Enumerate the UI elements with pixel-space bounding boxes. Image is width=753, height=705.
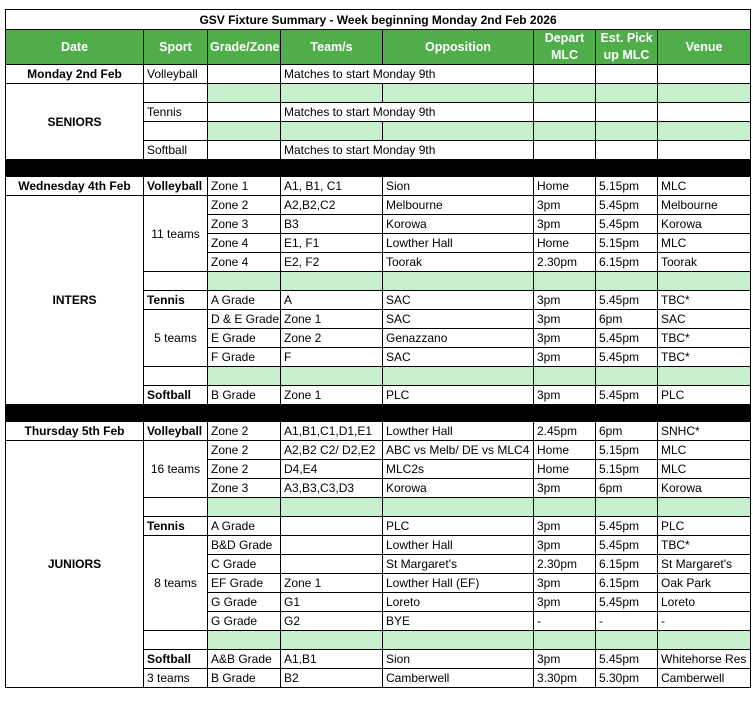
group-label[interactable]: INTERS: [6, 196, 144, 405]
venue-cell[interactable]: Oak Park: [658, 574, 751, 593]
spacer-cell[interactable]: [596, 122, 658, 141]
grade-cell[interactable]: B Grade: [208, 386, 281, 405]
pickup-cell[interactable]: 5.45pm: [596, 196, 658, 215]
header-pickup[interactable]: Est. Pick up MLC: [596, 30, 658, 65]
spacer-cell[interactable]: [281, 272, 383, 291]
spacer-cell[interactable]: [658, 367, 751, 386]
spacer-cell[interactable]: [383, 122, 534, 141]
section-divider: [6, 405, 751, 422]
pickup-cell[interactable]: 5.15pm: [596, 460, 658, 479]
spacer-cell[interactable]: [596, 367, 658, 386]
opposition-cell[interactable]: Lowther Hall: [383, 234, 534, 253]
venue-cell[interactable]: PLC: [658, 386, 751, 405]
sport-cell[interactable]: [144, 367, 208, 386]
spacer-cell[interactable]: [281, 122, 383, 141]
grade-cell[interactable]: B Grade: [208, 669, 281, 688]
depart-cell[interactable]: 3pm: [534, 215, 596, 234]
header-sport[interactable]: Sport: [144, 30, 208, 65]
spacer-cell[interactable]: [208, 367, 281, 386]
venue-cell[interactable]: Korowa: [658, 479, 751, 498]
grade-cell[interactable]: A Grade: [208, 291, 281, 310]
spacer-cell[interactable]: [596, 272, 658, 291]
depart-cell[interactable]: 3pm: [534, 574, 596, 593]
depart-cell[interactable]: [534, 103, 596, 122]
sport-cell[interactable]: [144, 122, 208, 141]
spacer-cell[interactable]: [383, 84, 534, 103]
grade-cell[interactable]: Zone 4: [208, 253, 281, 272]
depart-cell[interactable]: 3pm: [534, 291, 596, 310]
depart-cell[interactable]: 3pm: [534, 536, 596, 555]
grade-cell[interactable]: [208, 103, 281, 122]
grade-cell[interactable]: G Grade: [208, 593, 281, 612]
venue-cell[interactable]: TBC*: [658, 348, 751, 367]
pickup-cell[interactable]: 6pm: [596, 310, 658, 329]
sport-cell[interactable]: Softball: [144, 650, 208, 669]
opposition-cell[interactable]: Lowther Hall: [383, 422, 534, 441]
team-cell[interactable]: Matches to start Monday 9th: [281, 141, 534, 160]
pickup-cell[interactable]: 5.15pm: [596, 441, 658, 460]
team-cell[interactable]: A2,B2 C2/ D2,E2: [281, 441, 383, 460]
venue-cell[interactable]: [658, 65, 751, 84]
sheet-title[interactable]: GSV Fixture Summary - Week beginning Monday 2nd Feb 2026: [6, 10, 751, 30]
venue-cell[interactable]: TBC*: [658, 291, 751, 310]
venue-cell[interactable]: [658, 141, 751, 160]
group-label[interactable]: SENIORS: [6, 84, 144, 160]
grade-cell[interactable]: C Grade: [208, 555, 281, 574]
grade-cell[interactable]: Zone 2: [208, 460, 281, 479]
team-cell[interactable]: B2: [281, 669, 383, 688]
opposition-cell[interactable]: Camberwell: [383, 669, 534, 688]
team-cell[interactable]: [281, 517, 383, 536]
venue-cell[interactable]: Loreto: [658, 593, 751, 612]
group-label[interactable]: JUNIORS: [6, 441, 144, 688]
team-count[interactable]: 5 teams: [144, 310, 208, 367]
team-cell[interactable]: E1, F1: [281, 234, 383, 253]
spacer-cell[interactable]: [534, 631, 596, 650]
venue-cell[interactable]: [658, 103, 751, 122]
spacer-cell[interactable]: [383, 272, 534, 291]
team-cell[interactable]: Matches to start Monday 9th: [281, 65, 534, 84]
team-cell[interactable]: Zone 1: [281, 386, 383, 405]
depart-cell[interactable]: 3pm: [534, 196, 596, 215]
team-cell[interactable]: D4,E4: [281, 460, 383, 479]
venue-cell[interactable]: MLC: [658, 460, 751, 479]
spacer-cell[interactable]: [596, 498, 658, 517]
opposition-cell[interactable]: ABC vs Melb/ DE vs MLC4: [383, 441, 534, 460]
team-cell[interactable]: F: [281, 348, 383, 367]
team-cell[interactable]: E2, F2: [281, 253, 383, 272]
spacer-cell[interactable]: [383, 367, 534, 386]
date-cell[interactable]: Wednesday 4th Feb: [6, 177, 144, 196]
team-cell[interactable]: B3: [281, 215, 383, 234]
sport-cell[interactable]: [144, 84, 208, 103]
spacer-cell[interactable]: [281, 84, 383, 103]
date-cell[interactable]: Monday 2nd Feb: [6, 65, 144, 84]
pickup-cell[interactable]: 6.15pm: [596, 555, 658, 574]
team-cell[interactable]: G2: [281, 612, 383, 631]
team-cell[interactable]: Zone 1: [281, 574, 383, 593]
grade-cell[interactable]: EF Grade: [208, 574, 281, 593]
table-row: [6, 196, 751, 215]
team-cell[interactable]: [281, 555, 383, 574]
grade-cell[interactable]: G Grade: [208, 612, 281, 631]
team-cell[interactable]: A1,B1: [281, 650, 383, 669]
spacer-cell[interactable]: [658, 272, 751, 291]
header-opposition[interactable]: Opposition: [383, 30, 534, 65]
venue-cell[interactable]: St Margaret's: [658, 555, 751, 574]
depart-cell[interactable]: 3pm: [534, 593, 596, 612]
opposition-cell[interactable]: BYE: [383, 612, 534, 631]
pickup-cell[interactable]: -: [596, 612, 658, 631]
venue-cell[interactable]: SNHC*: [658, 422, 751, 441]
pickup-cell[interactable]: 6pm: [596, 479, 658, 498]
pickup-cell[interactable]: 5.45pm: [596, 329, 658, 348]
sport-cell[interactable]: Volleyball: [144, 65, 208, 84]
depart-cell[interactable]: 3pm: [534, 310, 596, 329]
grade-cell[interactable]: Zone 2: [208, 422, 281, 441]
depart-cell[interactable]: 3.30pm: [534, 669, 596, 688]
spacer-cell[interactable]: [534, 367, 596, 386]
grade-cell[interactable]: [208, 65, 281, 84]
opposition-cell[interactable]: SAC: [383, 310, 534, 329]
team-cell[interactable]: Zone 1: [281, 310, 383, 329]
sport-cell[interactable]: Tennis: [144, 291, 208, 310]
opposition-cell[interactable]: St Margaret's: [383, 555, 534, 574]
opposition-cell[interactable]: MLC2s: [383, 460, 534, 479]
spacer-cell[interactable]: [534, 122, 596, 141]
depart-cell[interactable]: Home: [534, 460, 596, 479]
team-cell[interactable]: A2,B2,C2: [281, 196, 383, 215]
venue-cell[interactable]: Whitehorse Res: [658, 650, 751, 669]
sport-cell[interactable]: Softball: [144, 141, 208, 160]
pickup-cell[interactable]: 5.45pm: [596, 386, 658, 405]
venue-cell[interactable]: MLC: [658, 234, 751, 253]
fixture-sheet: [5, 9, 753, 688]
spacer-cell[interactable]: [658, 122, 751, 141]
sport-cell[interactable]: Volleyball: [144, 422, 208, 441]
pickup-cell[interactable]: [596, 65, 658, 84]
team-cell[interactable]: A1,B1,C1,D1,E1: [281, 422, 383, 441]
sport-cell[interactable]: [144, 631, 208, 650]
pickup-cell[interactable]: 5.45pm: [596, 215, 658, 234]
depart-cell[interactable]: 3pm: [534, 386, 596, 405]
team-cell[interactable]: Zone 2: [281, 329, 383, 348]
pickup-cell[interactable]: 5.15pm: [596, 234, 658, 253]
grade-cell[interactable]: Zone 2: [208, 441, 281, 460]
spacer-cell[interactable]: [383, 631, 534, 650]
header-teams[interactable]: Team/s: [281, 30, 383, 65]
depart-cell[interactable]: 3pm: [534, 479, 596, 498]
pickup-cell[interactable]: 5.45pm: [596, 348, 658, 367]
depart-cell[interactable]: -: [534, 612, 596, 631]
depart-cell[interactable]: 3pm: [534, 517, 596, 536]
opposition-cell[interactable]: PLC: [383, 517, 534, 536]
spacer-cell[interactable]: [658, 84, 751, 103]
venue-cell[interactable]: Korowa: [658, 215, 751, 234]
venue-cell[interactable]: Melbourne: [658, 196, 751, 215]
spacer-cell[interactable]: [534, 84, 596, 103]
table-row: [6, 441, 751, 460]
grade-cell[interactable]: Zone 2: [208, 196, 281, 215]
grade-cell[interactable]: Zone 3: [208, 215, 281, 234]
section-divider: [6, 160, 751, 177]
sport-cell[interactable]: [144, 272, 208, 291]
divider-cell: [6, 405, 751, 422]
grade-cell[interactable]: E Grade: [208, 329, 281, 348]
spacer-cell[interactable]: [208, 84, 281, 103]
spacer-cell[interactable]: [658, 631, 751, 650]
header-venue[interactable]: Venue: [658, 30, 751, 65]
grade-cell[interactable]: [208, 141, 281, 160]
sport-cell[interactable]: Tennis: [144, 517, 208, 536]
opposition-cell[interactable]: Korowa: [383, 479, 534, 498]
pickup-cell[interactable]: 5.45pm: [596, 650, 658, 669]
grade-cell[interactable]: Zone 3: [208, 479, 281, 498]
team-count[interactable]: 16 teams: [144, 441, 208, 498]
grade-cell[interactable]: B&D Grade: [208, 536, 281, 555]
pickup-cell[interactable]: [596, 103, 658, 122]
pickup-cell[interactable]: 5.45pm: [596, 536, 658, 555]
depart-cell[interactable]: Home: [534, 177, 596, 196]
spacer-cell[interactable]: [534, 498, 596, 517]
depart-cell[interactable]: 2.30pm: [534, 555, 596, 574]
sport-cell[interactable]: Volleyball: [144, 177, 208, 196]
opposition-cell[interactable]: SAC: [383, 348, 534, 367]
header-row: [6, 30, 751, 65]
opposition-cell[interactable]: Lowther Hall: [383, 536, 534, 555]
pickup-cell[interactable]: 5.45pm: [596, 593, 658, 612]
table-row: [6, 65, 751, 84]
opposition-cell[interactable]: Loreto: [383, 593, 534, 612]
header-depart[interactable]: Depart MLC: [534, 30, 596, 65]
team-cell[interactable]: G1: [281, 593, 383, 612]
spacer-cell[interactable]: [208, 631, 281, 650]
depart-cell[interactable]: Home: [534, 234, 596, 253]
opposition-cell[interactable]: Lowther Hall (EF): [383, 574, 534, 593]
sport-cell[interactable]: [144, 498, 208, 517]
opposition-cell[interactable]: Melbourne: [383, 196, 534, 215]
opposition-cell[interactable]: Sion: [383, 177, 534, 196]
pickup-cell[interactable]: 5.45pm: [596, 517, 658, 536]
depart-cell[interactable]: [534, 141, 596, 160]
pickup-cell[interactable]: 5.30pm: [596, 669, 658, 688]
grade-cell[interactable]: Zone 4: [208, 234, 281, 253]
pickup-cell[interactable]: 6.15pm: [596, 574, 658, 593]
depart-cell[interactable]: Home: [534, 441, 596, 460]
grade-cell[interactable]: A Grade: [208, 517, 281, 536]
spacer-row: [6, 84, 751, 103]
depart-cell[interactable]: 3pm: [534, 348, 596, 367]
venue-cell[interactable]: -: [658, 612, 751, 631]
opposition-cell[interactable]: SAC: [383, 291, 534, 310]
team-cell[interactable]: A: [281, 291, 383, 310]
opposition-cell[interactable]: Korowa: [383, 215, 534, 234]
grade-cell[interactable]: F Grade: [208, 348, 281, 367]
venue-cell[interactable]: TBC*: [658, 536, 751, 555]
spacer-cell[interactable]: [596, 631, 658, 650]
divider-cell: [6, 160, 751, 177]
opposition-cell[interactable]: Sion: [383, 650, 534, 669]
team-cell[interactable]: A1, B1, C1: [281, 177, 383, 196]
pickup-cell[interactable]: 5.45pm: [596, 291, 658, 310]
table-row: [6, 177, 751, 196]
team-cell[interactable]: [281, 536, 383, 555]
spacer-cell[interactable]: [208, 272, 281, 291]
venue-cell[interactable]: Camberwell: [658, 669, 751, 688]
team-count[interactable]: 3 teams: [144, 669, 208, 688]
spacer-cell[interactable]: [281, 498, 383, 517]
spacer-cell[interactable]: [658, 498, 751, 517]
venue-cell[interactable]: Toorak: [658, 253, 751, 272]
header-date[interactable]: Date: [6, 30, 144, 65]
depart-cell[interactable]: 2.30pm: [534, 253, 596, 272]
team-cell[interactable]: Matches to start Monday 9th: [281, 103, 534, 122]
pickup-cell[interactable]: 6pm: [596, 422, 658, 441]
grade-cell[interactable]: D & E Grade: [208, 310, 281, 329]
opposition-cell[interactable]: Toorak: [383, 253, 534, 272]
depart-cell[interactable]: 3pm: [534, 650, 596, 669]
sport-cell[interactable]: Softball: [144, 386, 208, 405]
venue-cell[interactable]: MLC: [658, 441, 751, 460]
venue-cell[interactable]: SAC: [658, 310, 751, 329]
team-count[interactable]: 8 teams: [144, 536, 208, 631]
pickup-cell[interactable]: [596, 141, 658, 160]
grade-cell[interactable]: Zone 1: [208, 177, 281, 196]
grade-cell[interactable]: A&B Grade: [208, 650, 281, 669]
opposition-cell[interactable]: PLC: [383, 386, 534, 405]
venue-cell[interactable]: MLC: [658, 177, 751, 196]
header-grade-zone[interactable]: Grade/Zone: [208, 30, 281, 65]
depart-cell[interactable]: 3pm: [534, 329, 596, 348]
spacer-cell[interactable]: [534, 272, 596, 291]
spacer-cell[interactable]: [281, 631, 383, 650]
date-cell[interactable]: Thursday 5th Feb: [6, 422, 144, 441]
table-row: [6, 422, 751, 441]
spacer-cell[interactable]: [208, 498, 281, 517]
pickup-cell[interactable]: 6.15pm: [596, 253, 658, 272]
venue-cell[interactable]: TBC*: [658, 329, 751, 348]
team-count[interactable]: 11 teams: [144, 196, 208, 272]
opposition-cell[interactable]: Genazzano: [383, 329, 534, 348]
pickup-cell[interactable]: 5.15pm: [596, 177, 658, 196]
spacer-cell[interactable]: [208, 122, 281, 141]
fixture-table: [5, 9, 751, 688]
spacer-cell[interactable]: [281, 367, 383, 386]
venue-cell[interactable]: PLC: [658, 517, 751, 536]
spacer-cell[interactable]: [596, 84, 658, 103]
team-cell[interactable]: A3,B3,C3,D3: [281, 479, 383, 498]
depart-cell[interactable]: [534, 65, 596, 84]
depart-cell[interactable]: 2.45pm: [534, 422, 596, 441]
spacer-cell[interactable]: [383, 498, 534, 517]
sport-cell[interactable]: Tennis: [144, 103, 208, 122]
